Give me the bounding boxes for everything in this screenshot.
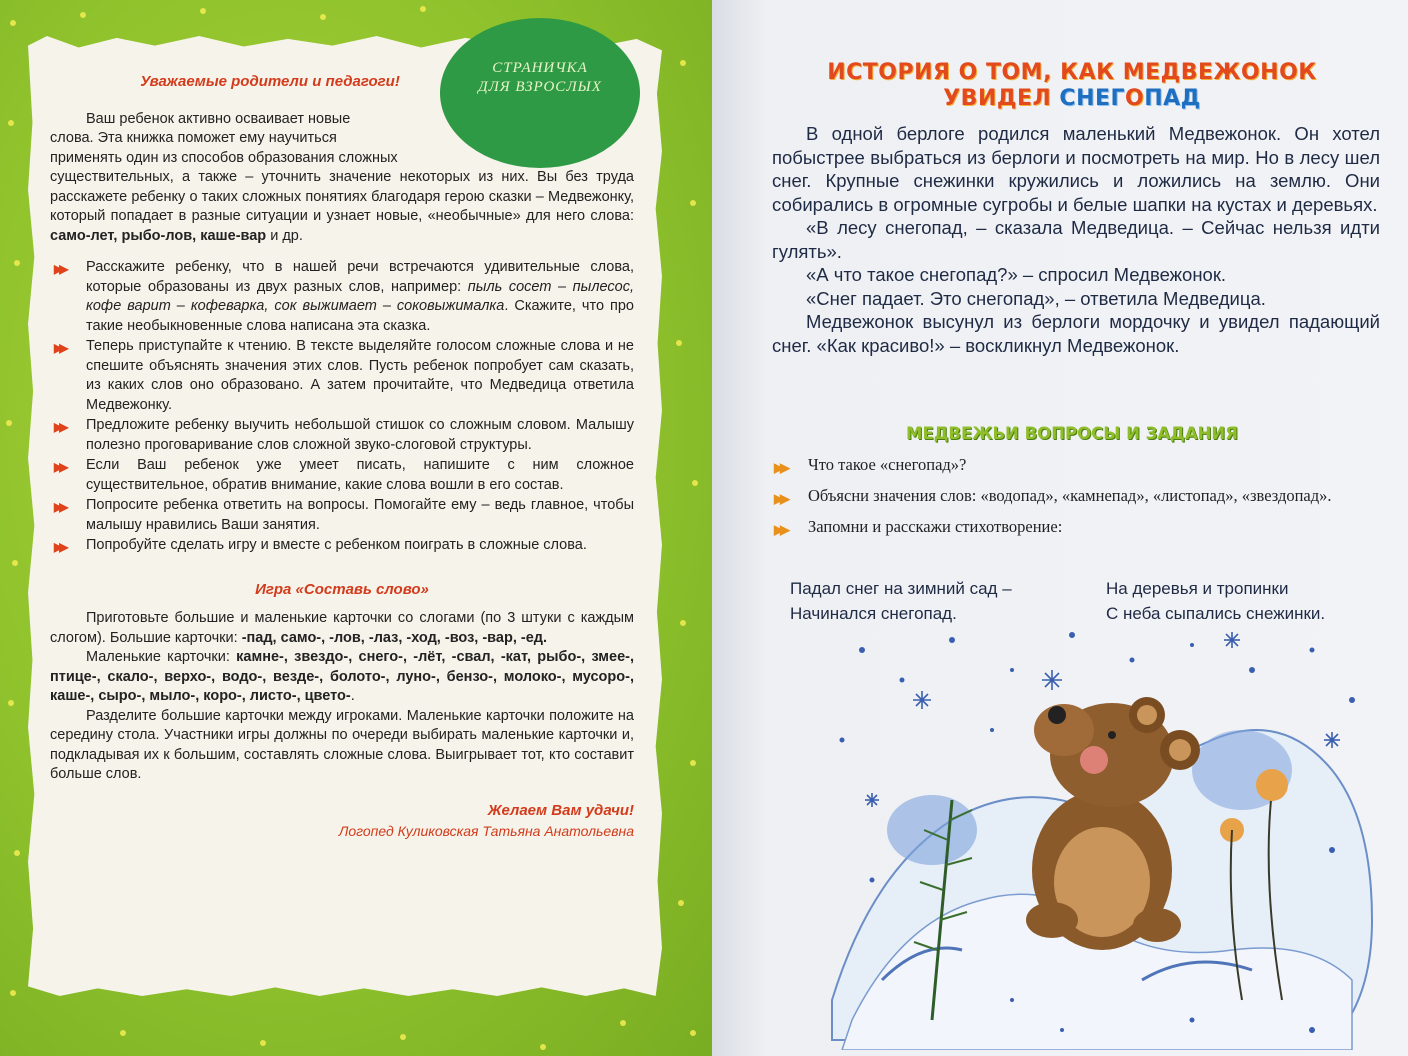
yellow-dot: [6, 420, 12, 426]
yellow-dot: [540, 1044, 546, 1050]
advice-text: Попробуйте сделать игру и вместе с ребенком поиграть в сложные слова.: [86, 537, 587, 553]
yellow-dot: [680, 620, 686, 626]
yellow-dot: [400, 1034, 406, 1040]
advice-text: Теперь приступайте к чтению. В тексте выделяйте голосом сложные слова и не спешите объяснять значения этих слов. Пусть ребенок попробует сам сказать, из каких слов оно образовано. А затем прочитайте, что Медведица ответила Медвежонку.: [86, 338, 634, 413]
advice-text: Предложите ребенку выучить небольшой стишок со сложным словом. Малышу полезно проговаривание слов сложной звуко-слоговой структуры.: [86, 417, 634, 453]
task-text: Объясни значения слов: «водопад», «камнепад», «листопад», «звездопад».: [808, 486, 1332, 505]
yellow-dot: [8, 700, 14, 706]
yellow-dot: [80, 12, 86, 18]
game-text: Приготовьте большие и маленькие карточки со слогами (по 3 штуки с каждым слогом). Большие карточки:: [50, 610, 634, 646]
yellow-dot: [690, 760, 696, 766]
title-part-o: О: [1125, 86, 1145, 111]
bear-snowfall-illustration: [812, 620, 1392, 1050]
wish-line: Желаем Вам удачи!: [487, 801, 634, 819]
poem-line: На деревья и тропинки: [1106, 579, 1289, 598]
yellow-dot: [678, 900, 684, 906]
title-part-snow: СНЕГ: [1059, 86, 1126, 111]
yellow-dot: [680, 60, 686, 66]
yellow-dot: [14, 850, 20, 856]
list-item: [50, 456, 634, 495]
list-item: [50, 536, 634, 556]
task-text: Что такое «снегопад»?: [808, 455, 967, 474]
yellow-dot: [620, 1020, 626, 1026]
story-title: [772, 60, 1372, 112]
tasks-list: [770, 454, 1382, 547]
yellow-dot: [10, 990, 16, 996]
double-arrow-icon: ▶▶: [54, 540, 65, 554]
advice-text: Если Ваш ребенок уже умеет писать, напишите с ним сложное существительное, обратив внимание, какие слова вошли в его состав.: [86, 457, 634, 493]
yellow-dot: [200, 8, 206, 14]
list-item: [50, 337, 634, 415]
advice-text: Попросите ребенка ответить на вопросы. Помогайте ему – ведь главное, чтобы малышу нравились Ваши занятия.: [86, 497, 634, 533]
title-part: УВИДЕЛ: [943, 86, 1060, 111]
yellow-dot: [14, 260, 20, 266]
title-part-fall: ПАД: [1144, 86, 1201, 111]
letter-heading: Уважаемые родители и педагоги!: [140, 73, 400, 90]
intro-line: применять один из способов образования сложных: [50, 149, 398, 166]
tasks-title: МЕДВЕЖЬИ ВОПРОСЫ И ЗАДАНИЯ: [906, 424, 1238, 443]
small-cards: камне-, звездо-, снего-, -лёт, -свал, -кат, рыбо-, змее-, птице-, скало-, верхо-, водо-, везде-, болото-, луно-, бензо-, молоко-, мусоро-, каше-, сыро-, мыло-, коро-, листо-, цвето-: [50, 649, 635, 704]
double-arrow-icon: ▶▶: [54, 500, 65, 514]
yellow-dot: [692, 480, 698, 486]
title-line-2: [772, 86, 1372, 112]
double-arrow-icon: ▶▶: [54, 460, 65, 474]
badge-line-2: ДЛЯ ВЗРОСЛЫХ: [478, 79, 602, 95]
poem-line: Начинался снегопад.: [790, 604, 957, 623]
double-arrow-icon: ▶▶: [774, 460, 786, 475]
yellow-dot: [420, 6, 426, 12]
right-page: [712, 0, 1408, 1056]
game-paragraph: Разделите большие карточки между игроками. Маленькие карточки положите на середину стола. Участники игры должны по очереди выбирать маленькие карточки и, подкладывая их к большим, составлять сложные слова. Выигрывает тот, кто составит больше слов.: [50, 707, 634, 782]
author-line: Логопед Куликовская Татьяна Анатольевна: [338, 823, 634, 839]
double-arrow-icon: ▶▶: [54, 420, 65, 434]
list-item: [770, 485, 1382, 507]
double-arrow-icon: ▶▶: [54, 341, 65, 355]
poem-right: [1106, 576, 1325, 626]
intro-end: и др.: [266, 227, 303, 244]
double-arrow-icon: ▶▶: [774, 491, 786, 506]
poem-line: Падал снег на зимний сад –: [790, 579, 1012, 598]
advice-examples: пыль сосет – пылесос, кофе варит – кофеварка, сок выжимает – соковыжималка: [86, 278, 635, 314]
story-paragraph: Медвежонок высунул из берлоги мордочку и увидел падающий снег. «Как красиво!» – воскликнул Медвежонок.: [772, 311, 1380, 356]
story-paragraph: «А что такое снегопад?» – спросил Медвежонок.: [806, 264, 1227, 285]
yellow-dot: [10, 20, 16, 26]
intro-example-words: само-лет, рыбо-лов, каше-вар: [50, 227, 267, 244]
yellow-dot: [690, 200, 696, 206]
story-text: [772, 122, 1380, 357]
list-item: [50, 416, 634, 455]
advice-text: . Скажите, что про такие необыкновенные слова написана эта сказка.: [86, 298, 634, 334]
story-paragraph: «В лесу снегопад, – сказала Медведица. – Сейчас нельзя идти гулять».: [772, 217, 1380, 262]
intro-line: слова. Эта книжка поможет ему научиться: [50, 130, 337, 146]
yellow-dot: [690, 1030, 696, 1036]
poem-line: С неба сыпались снежинки.: [1106, 604, 1326, 623]
advice-text: Расскажите ребенку, что в нашей речи встречаются удивительные слова, которые образованы из двух разных слов, например:: [86, 259, 634, 295]
double-arrow-icon: ▶▶: [774, 522, 786, 537]
intro-paragraph: [50, 168, 634, 246]
task-text: Запомни и расскажи стихотворение:: [808, 517, 1063, 536]
letter-intro: [50, 110, 634, 247]
yellow-dot: [12, 560, 18, 566]
badge-line-1: СТРАНИЧКА: [492, 60, 588, 76]
yellow-dot: [120, 1030, 126, 1036]
advice-list: [50, 258, 634, 556]
double-arrow-icon: ▶▶: [54, 262, 65, 276]
yellow-dot: [8, 120, 14, 126]
story-paragraph: «Снег падает. Это снегопад», – ответила Медведица.: [806, 287, 1266, 309]
story-paragraph: В одной берлоге родился маленький Медвежонок. Он хотел побыстрее выбраться из берлоги и посмотреть на мир. Но в лесу шел снег. Крупные снежинки кружились и ложились на землю. Они собирались в огромные сугробы и белые шапки на кустах и деревьях.: [772, 123, 1380, 215]
game-text: .: [350, 688, 355, 704]
parents-letter: [50, 72, 634, 842]
game-text: Маленькие карточки:: [86, 649, 237, 665]
poem-left: [790, 576, 1012, 626]
title-line-1: ИСТОРИЯ О ТОМ, КАК МЕДВЕЖОНОК: [827, 60, 1317, 85]
game-rules: [50, 609, 634, 785]
list-item: [50, 496, 634, 535]
intro-text: существительных, а также – уточнить значение некоторых из них. Вы без труда расскажете ребенку о таких сложных понятиях благодаря герою сказки – Медвежонку, который попадает в разные ситуации и узнает новые, «необычные» для него слова:: [50, 169, 634, 224]
game-paragraph: [50, 648, 634, 707]
list-item: [770, 454, 1382, 476]
yellow-dot: [320, 14, 326, 20]
big-cards: -пад, само-, -лов, -лаз, -ход, -воз, -вар, -ед.: [241, 629, 548, 646]
yellow-dot: [260, 1040, 266, 1046]
list-item: [770, 516, 1382, 538]
yellow-dot: [676, 340, 682, 346]
game-title: Игра «Составь слово»: [255, 580, 429, 598]
game-paragraph: [50, 609, 634, 648]
list-item: [50, 258, 634, 336]
intro-line: Ваш ребенок активно осваивает новые: [86, 110, 351, 127]
